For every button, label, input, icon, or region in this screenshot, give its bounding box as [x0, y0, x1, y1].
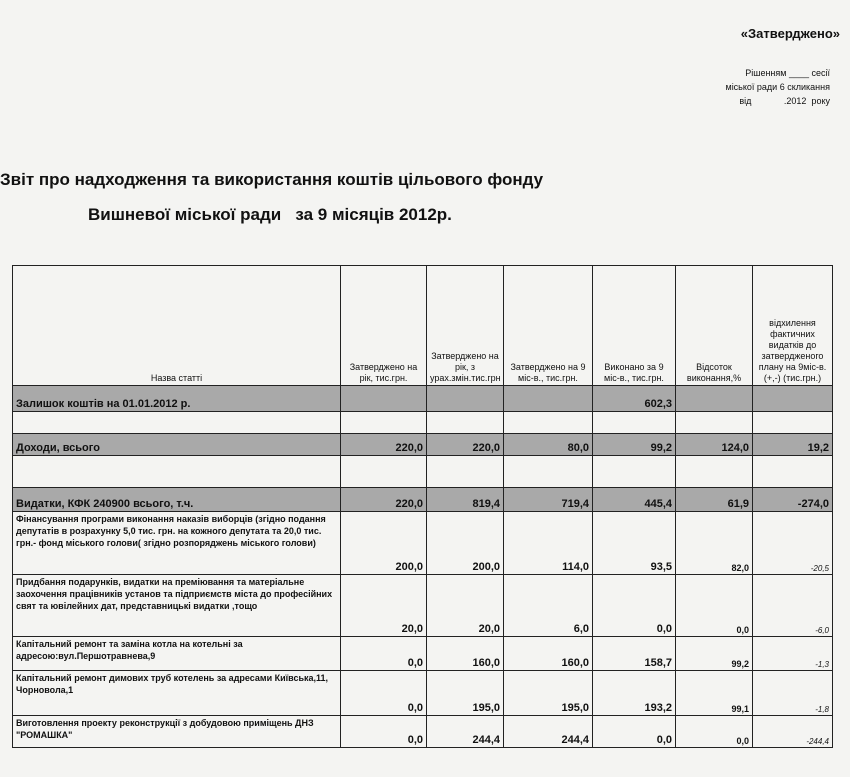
- item-value: 0,0: [341, 716, 427, 748]
- item-value: 93,5: [593, 512, 676, 575]
- item-value: 82,0: [676, 512, 753, 575]
- balance-row: [13, 386, 833, 412]
- item-value: 244,4: [427, 716, 504, 748]
- expenses-executed: 445,4: [593, 488, 676, 512]
- approval-details: [660, 66, 830, 108]
- header-deviation: відхилення фактичних видатків до затвердженого плану на 9міс-в. (+,-) (тис.грн.): [753, 266, 833, 386]
- item-value: 0,0: [593, 716, 676, 748]
- item-value: 20,0: [427, 575, 504, 637]
- item-value: -1,3: [753, 637, 833, 671]
- table-row: [13, 671, 833, 716]
- item-label: Капітальний ремонт та заміна котла на котельні за адресою:вул.Першотравнева,9: [13, 637, 341, 671]
- income-approved-9-months: 80,0: [504, 434, 593, 456]
- item-label: Придбання подарунків, видатки на преміювання та матеріальне заохочення працівників установ та підприємств міста до професійних свят та ювілейних дат, представницькі видатки ,тощо: [13, 575, 341, 637]
- item-value: 160,0: [504, 637, 593, 671]
- report-title-line-2: Вишневої міської ради за 9 місяців 2012р.: [88, 205, 452, 224]
- item-value: -244,4: [753, 716, 833, 748]
- income-percent: 124,0: [676, 434, 753, 456]
- table-row: [13, 512, 833, 575]
- table-row: [13, 637, 833, 671]
- item-value: 158,7: [593, 637, 676, 671]
- item-value: 0,0: [593, 575, 676, 637]
- header-approved-year: Затверджено на рік, тис.грн.: [341, 266, 427, 386]
- item-label: Виготовлення проекту реконструкції з добудовою приміщень ДНЗ "РОМАШКА": [13, 716, 341, 748]
- expenses-row: [13, 488, 833, 512]
- item-value: 99,1: [676, 671, 753, 716]
- item-value: 0,0: [341, 637, 427, 671]
- report-title-line-1: Звіт про надходження та використання коштів цільового фонду: [0, 170, 544, 189]
- approval-line-2: міської ради 6 скликання: [725, 82, 830, 92]
- expenses-approved-year: 220,0: [341, 488, 427, 512]
- income-executed: 99,2: [593, 434, 676, 456]
- expenses-deviation: -274,0: [753, 488, 833, 512]
- header-execution-percent: Відсоток виконання,%: [676, 266, 753, 386]
- income-deviation: 19,2: [753, 434, 833, 456]
- item-value: 0,0: [341, 671, 427, 716]
- header-article-name: Назва статті: [13, 266, 341, 386]
- table-row: [13, 716, 833, 748]
- item-value: 195,0: [427, 671, 504, 716]
- item-value: 160,0: [427, 637, 504, 671]
- item-value: 99,2: [676, 637, 753, 671]
- expenses-percent: 61,9: [676, 488, 753, 512]
- header-approved-year-changes: Затверджено на рік, з урах.змін.тис.грн: [427, 266, 504, 386]
- item-value: 193,2: [593, 671, 676, 716]
- income-approved-year: 220,0: [341, 434, 427, 456]
- item-value: 6,0: [504, 575, 593, 637]
- item-value: 195,0: [504, 671, 593, 716]
- item-value: -20,5: [753, 512, 833, 575]
- expenses-label: Видатки, КФК 240900 всього, т.ч.: [13, 488, 341, 512]
- item-value: -6,0: [753, 575, 833, 637]
- header-approved-9-months: Затверджено на 9 міс-в., тис.грн.: [504, 266, 593, 386]
- income-row: [13, 434, 833, 456]
- report-table: [12, 265, 833, 748]
- income-label: Доходи, всього: [13, 434, 341, 456]
- table-row: [13, 575, 833, 637]
- approval-line-3: від .2012 року: [739, 96, 830, 106]
- income-approved-year-changes: 220,0: [427, 434, 504, 456]
- item-value: 0,0: [676, 575, 753, 637]
- item-value: 200,0: [341, 512, 427, 575]
- table-header-row: [13, 266, 833, 386]
- item-label: Капітальний ремонт димових труб котелень за адресами Київська,11, Чорновола,1: [13, 671, 341, 716]
- approval-line-1: Рішенням ____ сесії: [745, 68, 830, 78]
- balance-executed: 602,3: [593, 386, 676, 412]
- item-value: 20,0: [341, 575, 427, 637]
- item-value: -1,8: [753, 671, 833, 716]
- item-value: 114,0: [504, 512, 593, 575]
- approval-title: «Затверджено»: [740, 26, 840, 41]
- item-value: 200,0: [427, 512, 504, 575]
- item-value: 244,4: [504, 716, 593, 748]
- balance-label: Залишок коштів на 01.01.2012 р.: [13, 386, 341, 412]
- expenses-approved-year-changes: 819,4: [427, 488, 504, 512]
- expenses-approved-9-months: 719,4: [504, 488, 593, 512]
- header-executed-9-months: Виконано за 9 міс-в., тис.грн.: [593, 266, 676, 386]
- item-label: Фінансування програми виконання наказів виборців (згідно подання депутатів в розрахунку 5,0 тис. грн. на кожного депутата та 20,0 тис. грн.- фонд міського голови( згідно розпоряджень міського голови): [13, 512, 341, 575]
- item-value: 0,0: [676, 716, 753, 748]
